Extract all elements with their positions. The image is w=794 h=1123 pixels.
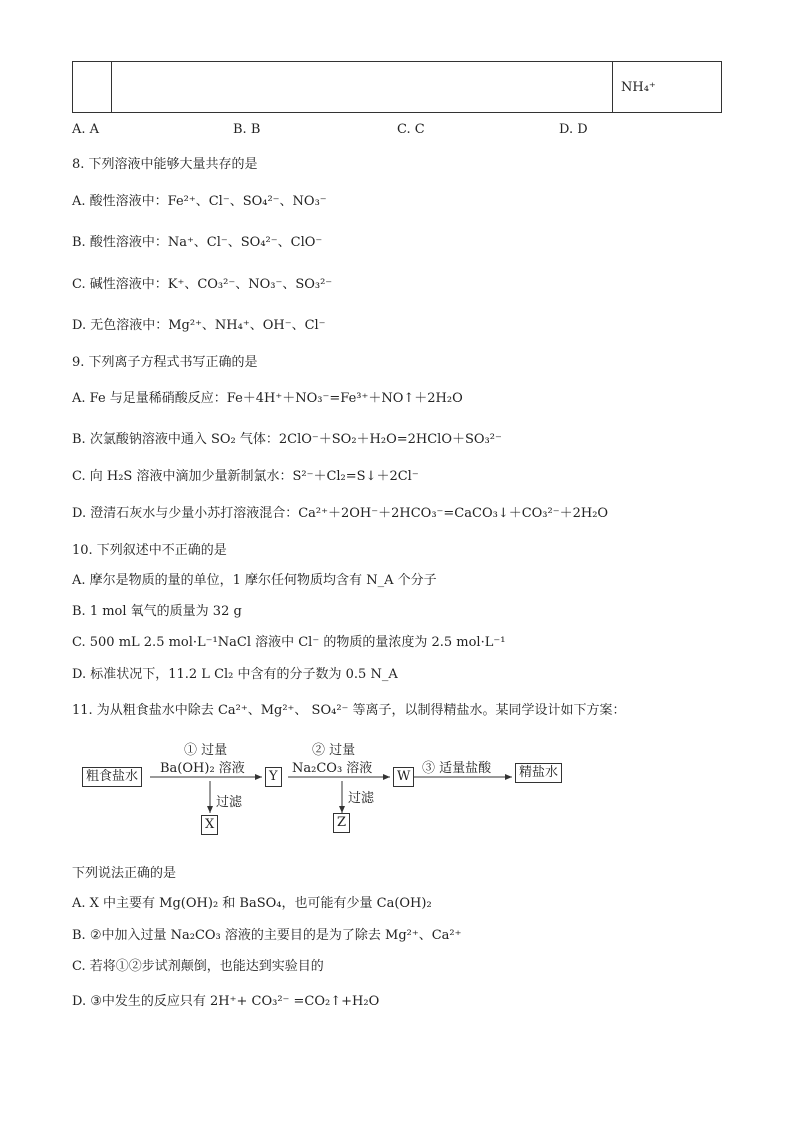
question-11-option-d: D. ③中发生的反应只有 2H⁺+ CO₃²⁻ =CO₂↑+H₂O: [72, 994, 380, 1009]
w-box: W: [393, 767, 414, 787]
question-11-stem: 11. 为从粗食盐水中除去 Ca²⁺、Mg²⁺、 SO₄²⁻ 等离子，以制得精盐水。某同学设计如下方案：: [72, 703, 626, 718]
option-c: C. C: [397, 122, 425, 137]
question-10-option-c: C. 500 mL 2.5 mol·L⁻¹NaCl 溶液中 Cl⁻ 的物质的量浓度为 2.5 mol·L⁻¹: [72, 635, 506, 650]
question-11-option-c: C. 若将①②步试剂颠倒，也能达到实验目的: [72, 959, 324, 974]
table-cell: [73, 62, 112, 113]
question-10-option-a: A. 摩尔是物质的量的单位，1 摩尔任何物质均含有 N_A 个分子: [72, 573, 437, 588]
table-cell: [112, 62, 613, 113]
crude-brine-box: 粗食盐水: [82, 767, 142, 787]
filter1-label: 过滤: [216, 795, 243, 810]
question-9-stem: 9. 下列离子方程式书写正确的是: [72, 355, 258, 370]
question-11-sub: 下列说法正确的是: [72, 866, 177, 881]
question-9-option-b: B. 次氯酸钠溶液中通入 SO₂ 气体：2ClO⁻＋SO₂＋H₂O=2HClO＋SO₃²⁻: [72, 432, 502, 447]
step3-label: ③ 适量盐酸: [422, 761, 492, 776]
question-8-stem: 8. 下列溶液中能够大量共存的是: [72, 157, 258, 172]
question-9-option-a: A. Fe 与足量稀硝酸反应：Fe＋4H⁺＋NO₃⁻=Fe³⁺＋NO↑＋2H₂O: [72, 391, 463, 406]
step2-label: ② 过量: [312, 743, 356, 758]
step2-reagent: Na₂CO₃ 溶液: [292, 761, 373, 776]
table-cell-nh4: [613, 62, 722, 113]
question-8-option-c: C. 碱性溶液中：K⁺、CO₃²⁻、NO₃⁻、SO₃²⁻: [72, 277, 333, 292]
filter2-label: 过滤: [348, 791, 375, 806]
answer-table-fragment: [72, 61, 722, 113]
x-box: X: [201, 815, 218, 835]
question-10-option-d: D. 标准状况下，11.2 L Cl₂ 中含有的分子数为 0.5 N_A: [72, 667, 398, 682]
step1-label: ① 过量: [184, 743, 228, 758]
question-10-stem: 10. 下列叙述中不正确的是: [72, 543, 227, 558]
step1-reagent: Ba(OH)₂ 溶液: [160, 761, 245, 776]
process-flow-diagram: [72, 735, 632, 840]
option-a: A. A: [72, 122, 100, 137]
nh4-ion: NH₄⁺: [621, 79, 656, 95]
question-11-option-b: B. ②中加入过量 Na₂CO₃ 溶液的主要目的是为了除去 Mg²⁺、Ca²⁺: [72, 928, 462, 943]
y-box: Y: [265, 767, 282, 787]
question-8-option-a: A. 酸性溶液中：Fe²⁺、Cl⁻、SO₄²⁻、NO₃⁻: [72, 194, 327, 209]
option-d: D. D: [559, 122, 588, 137]
question-9-option-c: C. 向 H₂S 溶液中滴加少量新制氯水：S²⁻＋Cl₂=S↓＋2Cl⁻: [72, 469, 419, 484]
option-b: B. B: [233, 122, 261, 137]
question-10-option-b: B. 1 mol 氧气的质量为 32 g: [72, 604, 242, 619]
question-8-option-d: D. 无色溶液中：Mg²⁺、NH₄⁺、OH⁻、Cl⁻: [72, 318, 326, 333]
question-11-option-a: A. X 中主要有 Mg(OH)₂ 和 BaSO₄，也可能有少量 Ca(OH)₂: [72, 896, 432, 911]
fine-brine-box: 精盐水: [515, 763, 562, 783]
question-8-option-b: B. 酸性溶液中：Na⁺、Cl⁻、SO₄²⁻、ClO⁻: [72, 235, 323, 250]
question-9-option-d: D. 澄清石灰水与少量小苏打溶液混合：Ca²⁺＋2OH⁻＋2HCO₃⁻=CaCO₃↓＋CO₃²⁻＋2H₂O: [72, 506, 609, 521]
z-box: Z: [333, 813, 350, 833]
